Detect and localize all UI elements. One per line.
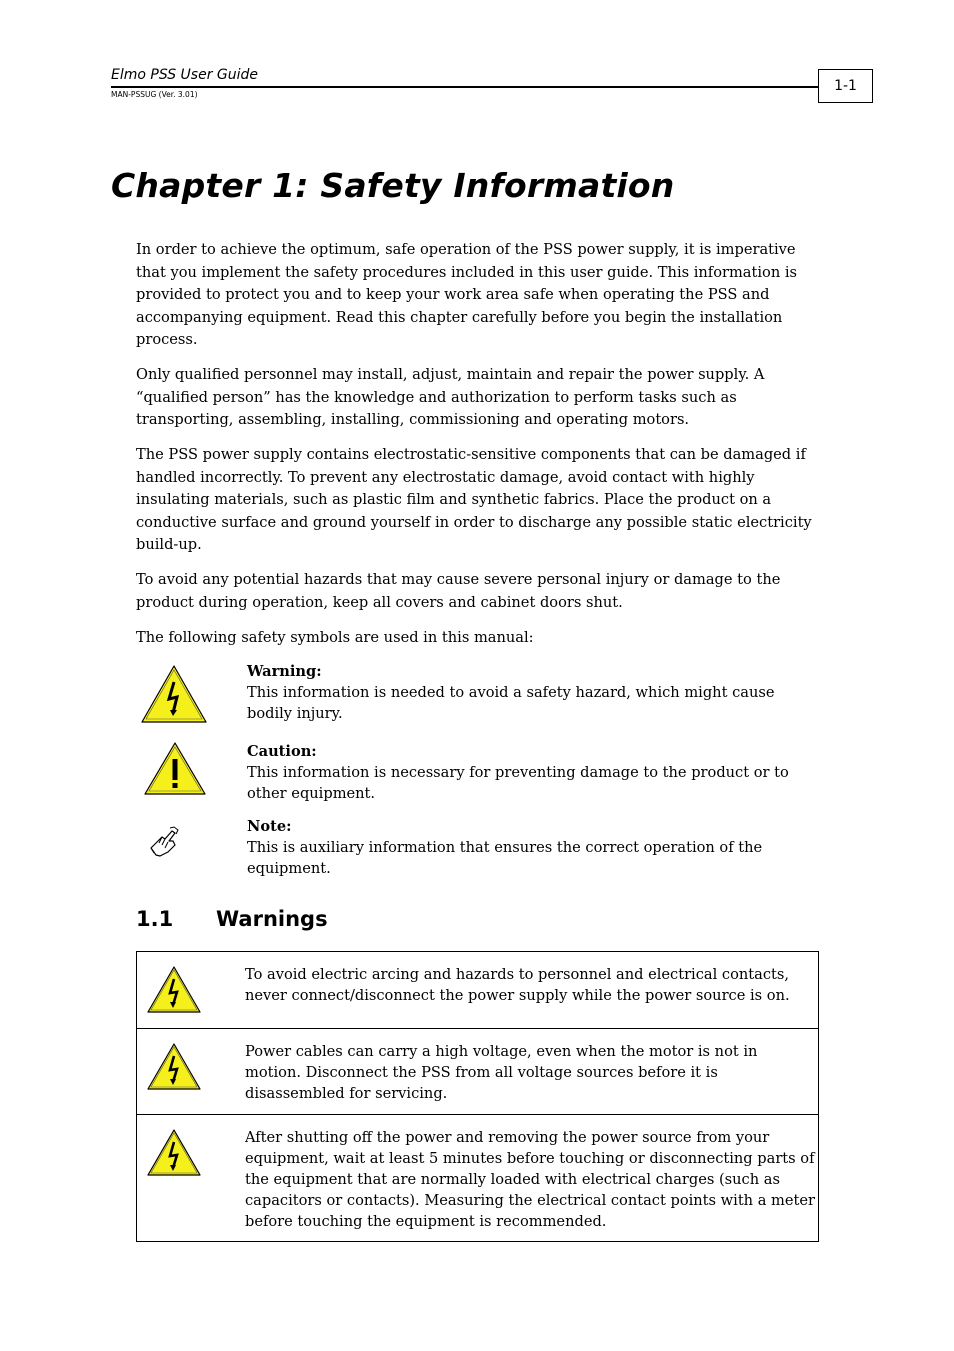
electrostatic-paragraph: The PSS power supply contains electrostatic-sensitive components that can be damaged if handled incorrectly. To prevent any electrostatic damage, avoid contact with highly insulating materials, such as plastic film and synthetic fabrics. Place the product on a conductive surface and ground yourself in order to discharge any possible static electricity build-up. bbox=[136, 446, 812, 553]
high-voltage-warning-icon bbox=[146, 965, 202, 1020]
qualified-personnel-paragraph: Only qualified personnel may install, adjust, maintain and repair the power supply. A “qualified person” has the knowledge and authorization to perform tasks such as transporting, assembling, installing, commissioning and operating motors. bbox=[136, 366, 765, 428]
warning-symbol-text: This information is needed to avoid a safety hazard, which might cause bodily injury. bbox=[247, 684, 775, 722]
warning-row bbox=[137, 1028, 818, 1114]
note-symbol-heading: Note: bbox=[247, 818, 292, 835]
note-symbol-description bbox=[247, 816, 822, 879]
section-heading bbox=[136, 907, 328, 931]
warning-symbol-heading: Warning: bbox=[247, 663, 322, 680]
warning-text: Power cables can carry a high voltage, even when the motor is not in motion. Disconnect the PSS from all voltage sources before it is disassembled for servicing. bbox=[245, 1043, 758, 1102]
symbols-intro-paragraph: The following safety symbols are used in this manual: bbox=[136, 629, 534, 646]
page-number-box bbox=[818, 69, 873, 103]
page-number: 1-1 bbox=[834, 78, 857, 94]
warnings-table bbox=[136, 951, 819, 1242]
warning-row bbox=[137, 1114, 818, 1241]
hazards-paragraph: To avoid any potential hazards that may cause severe personal injury or damage to the product during operation, keep all covers and cabinet doors shut. bbox=[136, 571, 781, 611]
intro-paragraph: In order to achieve the optimum, safe operation of the PSS power supply, it is imperative that you implement the safety procedures included in this user guide. This information is provided to protect you and to keep your work area safe when operating the PSS and accompanying equipment. Read this chapter carefully before you begin the installation process. bbox=[136, 241, 798, 348]
high-voltage-warning-icon bbox=[146, 1042, 202, 1097]
high-voltage-warning-icon bbox=[140, 664, 208, 730]
note-symbol-text: This is auxiliary information that ensures the correct operation of the equipment. bbox=[247, 839, 763, 877]
header-rule bbox=[111, 86, 819, 88]
note-hand-icon bbox=[148, 826, 182, 863]
warning-text: To avoid electric arcing and hazards to personnel and electrical contacts, never connect/disconnect the power supply while the power source is on. bbox=[245, 966, 790, 1004]
section-title: Warnings bbox=[216, 907, 328, 931]
running-header-title: Elmo PSS User Guide bbox=[111, 67, 259, 83]
caution-exclamation-icon bbox=[143, 741, 207, 802]
chapter-title: Chapter 1: Safety Information bbox=[111, 166, 675, 205]
document-id: MAN-PSSUG (Ver. 3.01) bbox=[111, 90, 198, 99]
caution-symbol-text: This information is necessary for preventing damage to the product or to other equipment. bbox=[247, 764, 789, 802]
caution-symbol-heading: Caution: bbox=[247, 743, 317, 760]
warning-row bbox=[137, 952, 818, 1028]
warning-symbol-description bbox=[247, 661, 822, 724]
warning-text: After shutting off the power and removing the power source from your equipment, wait at least 5 minutes before touching or disconnecting parts of the equipment that are normally loaded with electrical charges (such as capacitors or contacts). Measuring the electrical contact points with a meter before touching the equipment is recommended. bbox=[245, 1129, 816, 1230]
high-voltage-warning-icon bbox=[146, 1128, 202, 1183]
section-number: 1.1 bbox=[136, 907, 174, 931]
caution-symbol-description bbox=[247, 741, 822, 804]
